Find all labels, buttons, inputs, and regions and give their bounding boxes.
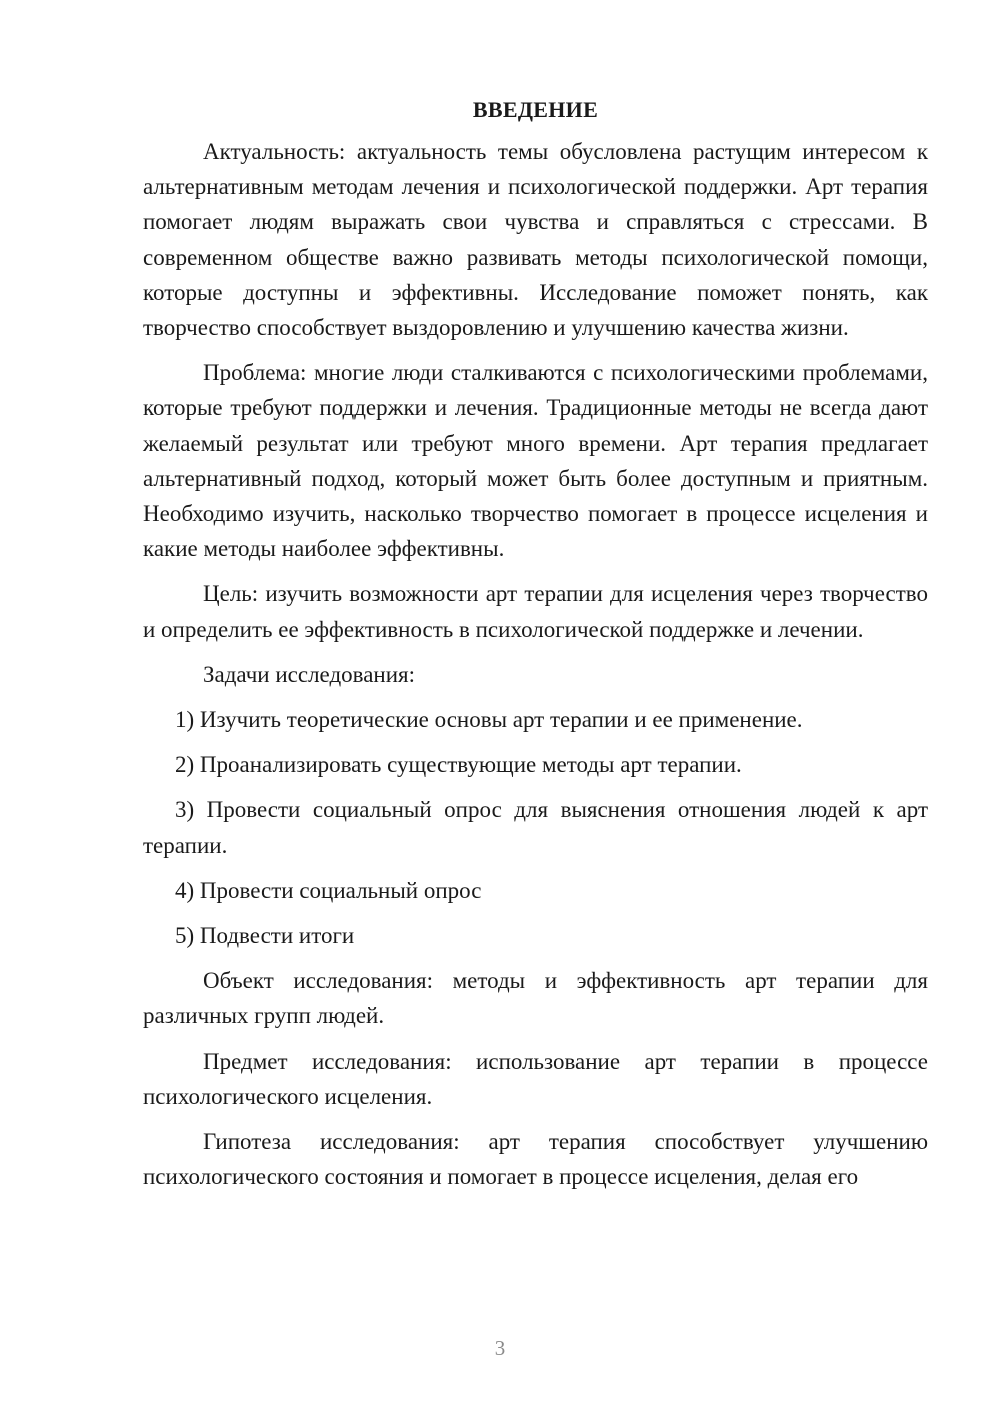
page-title: ВВЕДЕНИЕ — [472, 97, 599, 122]
subject-paragraph: Предмет исследования: использование арт терапии в процессе психологического исцеления. — [143, 1048, 928, 1109]
tasks-heading: Задачи исследования: — [203, 661, 416, 687]
task-item: 4) Провести социальный опрос — [175, 877, 482, 903]
task-item: 3) Провести социальный опрос для выяснения отношения людей к арт терапии. — [143, 797, 928, 858]
goal-paragraph: Цель: изучить возможности арт терапии для исцеления через творчество и определить ее эффективность в психологической поддержке и лечении. — [143, 581, 928, 642]
relevance-paragraph: Актуальность: актуальность темы обусловлена растущим интересом к альтернативным методам лечения и психологической поддержки. Арт терапия помогает людям выражать свои чувства и справляться с стрессами. В современном обществе важно развивать методы психологической помощи, которые доступны и эффективны. Исследование поможет понять, как творчество способствует выздоровлению и улучшению качества жизни. — [143, 139, 928, 341]
object-paragraph: Объект исследования: методы и эффективность арт терапии для различных групп людей. — [143, 968, 928, 1029]
problem-paragraph: Проблема: многие люди сталкиваются с психологическими проблемами, которые требуют поддержки и лечения. Традиционные методы не всегда дают желаемый результат или требуют много времени. Арт терапия предлагает альтернативный подход, который может быть более доступным и приятным. Необходимо изучить, насколько творчество помогает в процессе исцеления и какие методы наиболее эффективны. — [143, 360, 928, 562]
hypothesis-paragraph: Гипотеза исследования: арт терапия способствует улучшению психологического состояния и помогает в процессе исцеления, делая его — [143, 1129, 928, 1190]
page-number: 3 — [494, 1336, 506, 1360]
task-item: 5) Подвести итоги — [175, 923, 355, 949]
page-content — [143, 95, 928, 1204]
task-item: 1) Изучить теоретические основы арт терапии и ее применение. — [175, 707, 803, 733]
task-item: 2) Проанализировать существующие методы арт терапии. — [175, 752, 742, 778]
